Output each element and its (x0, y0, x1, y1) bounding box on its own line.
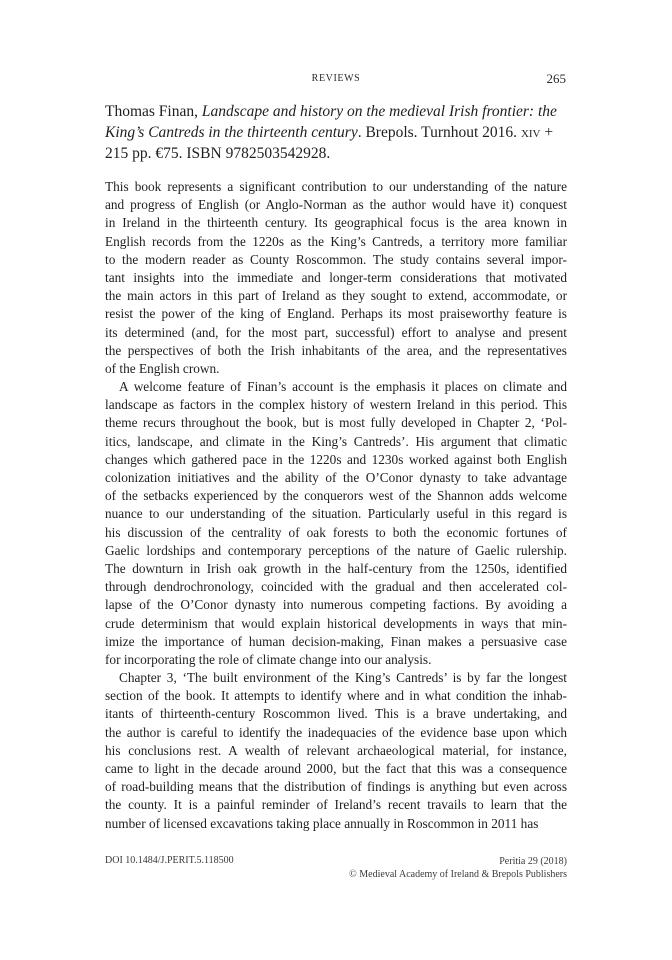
body-line: colonization initiatives and the ability of the O’Conor dynasty to take advantage (105, 470, 567, 485)
body-line: imize the importance of human decision-making, Finan makes a persuasive case (105, 633, 567, 649)
body-line: The downturn in Irish oak growth in the half-century from the 1250s, identified (105, 560, 567, 576)
body-line: its determined (and, for the most part, successful) effort to analyse and present (105, 324, 567, 340)
citation-details: + 215 pp. €75. ISBN 9782503542928. (105, 124, 554, 162)
body-line: to the modern reader as County Roscommon. The study contains several impor- (105, 251, 567, 267)
body-line: section of the book. It attempts to identify where and in what condition the inhab- (105, 688, 567, 704)
body-line: and progress of English (or Anglo-Norman as the author would have it) conquest (105, 197, 567, 213)
body-line: This book represents a significant contribution to our understanding of the nature (105, 179, 567, 194)
citation-pages-roman: xiv (520, 124, 541, 141)
body-line: theme recurs throughout the book, but is most fully developed in Chapter 2, ‘Pol- (105, 415, 567, 431)
body-line: lapse of the O’Conor dynasty into numerous competing factions. By avoiding a (105, 597, 567, 613)
body-line: the main actors in this part of Ireland as they sought to extend, accommodate, or (105, 288, 567, 304)
body-line: itics, landscape, and climate in the King’s Cantreds’. His argument that climatic (105, 433, 567, 449)
footer-doi: DOI 10.1484/J.PERIT.5.118500 (105, 855, 234, 866)
citation-title: Landscape and history on the medieval Irish frontier: the King’s Cantreds in the thirteenth century (105, 103, 557, 141)
body-line: in Ireland in the thirteenth century. Its geographical focus is the area known in (105, 215, 567, 231)
body-line: of road-building means that the distribution of findings is anything but even across (105, 779, 567, 795)
body-line: of the English crown. (105, 360, 220, 376)
body-line: itants of thirteenth-century Roscommon lived. This is a brave undertaking, and (105, 706, 567, 722)
footer-journal: Peritia 29 (2018) (499, 856, 567, 867)
citation-publisher: . Brepols. Turnhout 2016. (357, 124, 521, 141)
body-line: his conclusions rest. A wealth of relevant archaeological material, for instance, (105, 742, 567, 758)
body-line: for incorporating the role of climate change into our analysis. (105, 651, 432, 667)
body-line: number of licensed excavations taking place annually in Roscommon in 2011 has (105, 815, 539, 831)
body-line: his discussion of the centrality of oak forests to both the economic fortunes of (105, 524, 567, 540)
body-line: resist the power of the king of England. Perhaps its most praiseworthy feature is (105, 306, 567, 322)
page-number: 265 (546, 71, 566, 86)
body-line: A welcome feature of Finan’s account is the emphasis it places on climate and (119, 379, 567, 395)
body-line: changes which gathered pace in the 1220s and 1230s worked against both English (105, 451, 567, 467)
running-head: REVIEWS (311, 73, 361, 84)
body-line: of the setbacks experienced by the conquerors west of the Shannon adds welcome (105, 488, 567, 504)
body-line: Gaelic lordships and contemporary perceptions of the nature of Gaelic rulership. (105, 542, 567, 558)
body-line: crude determinism that would explain historical developments in ways that min- (105, 615, 567, 631)
footer-publication (320, 855, 567, 881)
body-line: the perspectives of both the Irish inhabitants of the area, and the representatives (105, 342, 567, 358)
body-line: the author is careful to identify the inadequacies of the evidence base upon which (105, 724, 567, 740)
footer-copyright: © Medieval Academy of Ireland & Brepols Publishers (349, 869, 567, 880)
review-body (105, 178, 567, 833)
citation-author: Thomas Finan, (105, 103, 202, 120)
body-line: came to light in the decade around 2000, but the fact that this was a consequence (105, 761, 567, 776)
body-line: nuance to our understanding of the situation. Particularly useful in this regard is (105, 506, 567, 522)
body-line: landscape as factors in the complex history of western Ireland in this period. This (105, 397, 567, 413)
body-line: through dendrochronology, coincided with the gradual and then accelerated col- (105, 579, 567, 595)
body-line: the county. It is a painful reminder of Ireland’s recent travails to learn that the (105, 797, 567, 813)
body-line: English records from the 1220s as the King’s Cantreds, a territory more familiar (105, 233, 567, 249)
book-citation (105, 101, 567, 164)
body-line: tant insights into the immediate and longer-term considerations that motivated (105, 269, 567, 285)
body-line: Chapter 3, ‘The built environment of the King’s Cantreds’ is by far the longest (119, 670, 567, 686)
